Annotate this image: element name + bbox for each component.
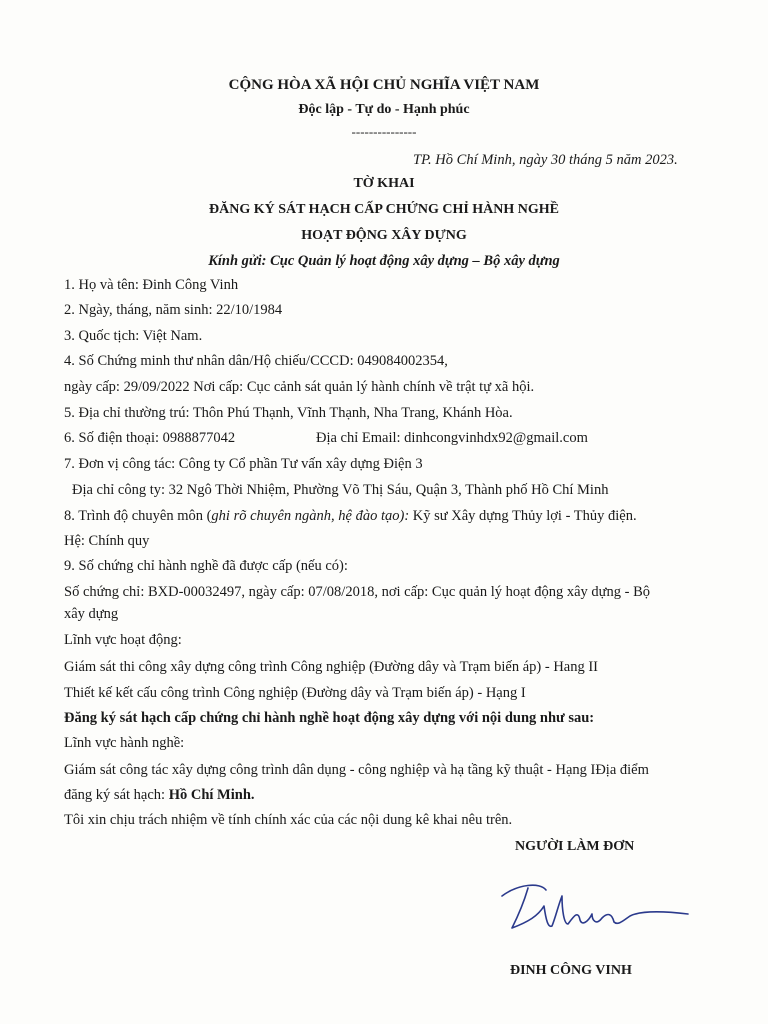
field-certificate-issuer-cont: xây dựng — [64, 606, 119, 622]
field-company-address: Địa chỉ công ty: 32 Ngô Thời Nhiệm, Phường Võ Thị Sáu, Quận 3, Thành phố Hồ Chí Minh — [72, 482, 609, 498]
field-nationality: 3. Quốc tịch: Việt Nam. — [64, 328, 203, 344]
qualification-value: Kỹ sư Xây dựng Thủy lợi - Thủy điện. — [409, 508, 637, 524]
recipient: Cục Quản lý hoạt động xây dựng – Bộ xây dựng — [266, 253, 560, 269]
practice-field: Giám sát công tác xây dựng công trình dân dụng - công nghiệp và hạ tầng kỹ thuật - Hạng IĐịa điểm — [64, 762, 649, 778]
nation-heading: CỘNG HÒA XÃ HỘI CHỦ NGHĨA VIỆT NAM — [228, 77, 540, 93]
field-dob: 2. Ngày, tháng, năm sinh: 22/10/1984 — [64, 302, 283, 318]
field-training-type: Hệ: Chính quy — [64, 533, 150, 549]
qualification-hint: ghi rõ chuyên ngành, hệ đào tạo): — [211, 508, 410, 524]
motto: Độc lập - Tự do - Hạnh phúc — [298, 102, 470, 117]
activity-field-label: Lĩnh vực hoạt động: — [64, 632, 182, 648]
field-certificates: 9. Số chứng chỉ hành nghề đã được cấp (nếu có): — [64, 558, 348, 574]
recipient-line — [0, 253, 768, 270]
field-id-number: 4. Số Chứng minh thư nhân dân/Hộ chiếu/CCCD: 049084002354, — [64, 353, 448, 369]
exam-place: Hồ Chí Minh. — [168, 787, 255, 803]
field-address: 5. Địa chỉ thường trú: Thôn Phú Thạnh, Vĩnh Thạnh, Nha Trang, Khánh Hòa. — [64, 405, 513, 421]
exam-place-label: đăng ký sát hạch: — [64, 787, 169, 803]
form-subtitle-2: HOẠT ĐỘNG XÂY DỰNG — [301, 228, 467, 243]
activity-item: Giám sát thi công xây dựng công trình Công nghiệp (Đường dây và Trạm biến áp) - Hang II — [64, 659, 599, 675]
applicant-role: NGƯỜI LÀM ĐƠN — [515, 839, 635, 854]
field-qualification — [64, 507, 637, 525]
field-email: Địa chỉ Email: dinhcongvinhdx92@gmail.com — [316, 430, 588, 446]
form-title: TỜ KHAI — [353, 176, 415, 191]
field-employer: 7. Đơn vị công tác: Công ty Cổ phần Tư vấn xây dựng Điện 3 — [64, 456, 423, 472]
exam-place-line — [64, 786, 255, 804]
qualification-prefix: 8. Trình độ chuyên môn ( — [64, 508, 212, 524]
applicant-name: ĐINH CÔNG VINH — [510, 963, 632, 978]
activity-item: Thiết kế kết cấu công trình Công nghiệp (Đường dây và Trạm biến áp) - Hạng I — [64, 685, 526, 701]
field-full-name: 1. Họ và tên: Đinh Công Vinh — [64, 277, 239, 293]
form-subtitle: ĐĂNG KÝ SÁT HẠCH CẤP CHỨNG CHỈ HÀNH NGHỀ — [208, 202, 560, 217]
handwritten-signature — [488, 876, 698, 946]
practice-field-label: Lĩnh vực hành nghề: — [64, 735, 185, 751]
recipient-label: Kính gửi: — [208, 253, 267, 269]
declaration: Tôi xin chịu trách nhiệm về tính chính xác của các nội dung kê khai nêu trên. — [64, 812, 513, 828]
field-phone: 6. Số điện thoại: 0988877042 — [64, 430, 236, 446]
field-certificate-number: Số chứng chỉ: BXD-00032497, ngày cấp: 07/08/2018, nơi cấp: Cục quản lý hoạt động xây dựng - Bộ — [64, 584, 650, 600]
field-id-issue: ngày cấp: 29/09/2022 Nơi cấp: Cục cảnh sát quản lý hành chính về trật tự xã hội. — [64, 379, 535, 395]
header-divider: --------------- — [351, 124, 417, 139]
register-heading: Đăng ký sát hạch cấp chứng chỉ hành nghề hoạt động xây dựng với nội dung như sau: — [64, 710, 595, 726]
place-date: TP. Hồ Chí Minh, ngày 30 tháng 5 năm 2023. — [413, 152, 678, 168]
